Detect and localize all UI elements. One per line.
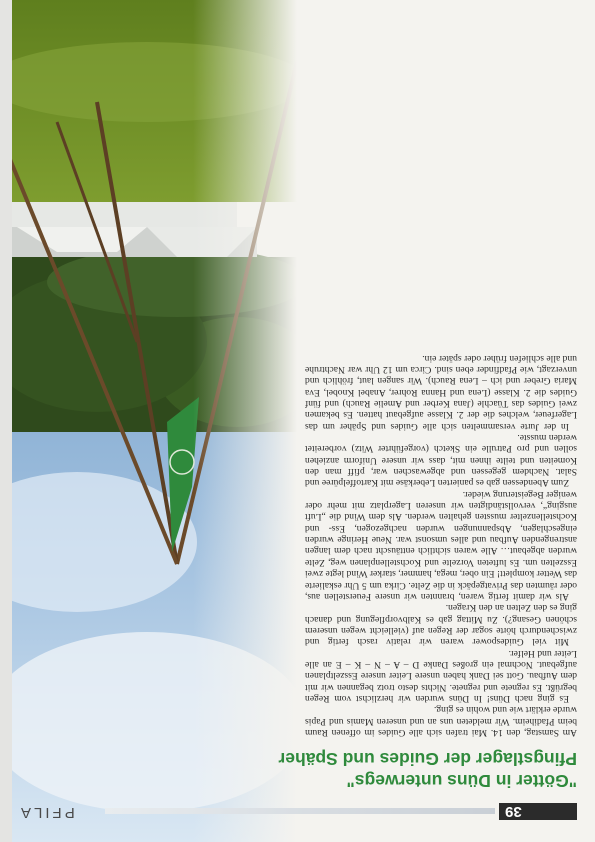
article-body (305, 352, 577, 738)
paragraph: Als wir damit fertig waren, brannten wir unsere Feuerstellen aus, oder räumten das Privatgepäck in die Zelte. Cirka um 5 Uhr eskalierte das Wetter komplett! Ein ober, mega, hammer, starker Wind legte zwei Esszelten um. Es lufteten Vorzelte und Kochstellenplanen weg, Zelte wurden abgebaut… Alle waren sichtlich enttäuscht nach dem langen anstrengenden Aufbau und alles umsonst war. Neue Heringe wurden eingeschlagen, Abspannungen wurden nachgezogen, Ess- und Kochstellenzelter mussten gehalten werden. Als dem Wind die „Luft ausging“, vervollständigten wir unseren Lagerplatz mit mehr oder weniger Begeisterung wieder. (305, 488, 577, 602)
paragraph: In der Jurte versammelten sich alle Guides und Späher um das Lagerfeuer, welches die der 2. Klasse aufgebaut hatten. Es bekamen zwei Guides das Tüachle (Jana Kerber und Amelie Rauch) und fünf Guides die 2. Klasse (Lena und Hanna Rohrer, Anabel Knobel, Eva Maria Greber und ich – Lena Rauch). Wir sangen laut, fröhlich und unverzagt, wie Pfadfinder eben sind. Circa um 12 Uhr war Nachtruhe und alle schliefen früher oder später ein. (305, 352, 577, 432)
paragraph: Mit viel Guidespower waren wir relativ rasch fertig und zwischendurch hörte sogar der Regen auf (vielleicht wegen unserem schönen Gesang?). Zu Mittag gab es Kalbvorpflegung und danach ging es den Zelten an den Kragen. (305, 602, 577, 648)
campsite-photo-image (0, 0, 297, 842)
paragraph: Es ging nach Düns! In Düns wurden wir herzlichst vom Regen begrüßt. Es regnete und regnete. Nichts desto trotz begannen wir mit dem Aufbau. Gott sei Dank haben unsere Leiter unsere Esszeltplanen aufgebaut. Nochmal ein großes Danke D – A – N – K – E an alle Leiter und Helfer. (305, 647, 577, 704)
paragraph: Zum Abendessen gab es panierten Leberkäse mit Kartoffelpüree und Salat. Nachdem gegessen und abgewaschen war, pfiff man den Komeiten und teilte ihnen mit, dass wir unsere Uniform anziehen sollen und pro Patrulle ein Sketch (vorgeführter Witz) vorbereitet werden musste. (305, 432, 577, 489)
page-number: 39 (499, 803, 577, 820)
header-rule (105, 808, 495, 814)
paragraph: Am Samstag, den 14. Mai trafen sich alle Guides im offenen Raum beim Pfadiheim. Wir meldeten uns an und unseren Mamis und Papis wurde erklärt wie und wohin es ging. (305, 704, 577, 738)
section-label: PFILA (18, 804, 75, 821)
campsite-photo (0, 0, 297, 842)
page-edge (0, 0, 12, 842)
article-title (277, 748, 577, 792)
title-line-sub: Pfingstlager der Guides und Späher (278, 749, 577, 769)
title-line-main: "Götter in Düns unterwegs" (346, 771, 577, 791)
